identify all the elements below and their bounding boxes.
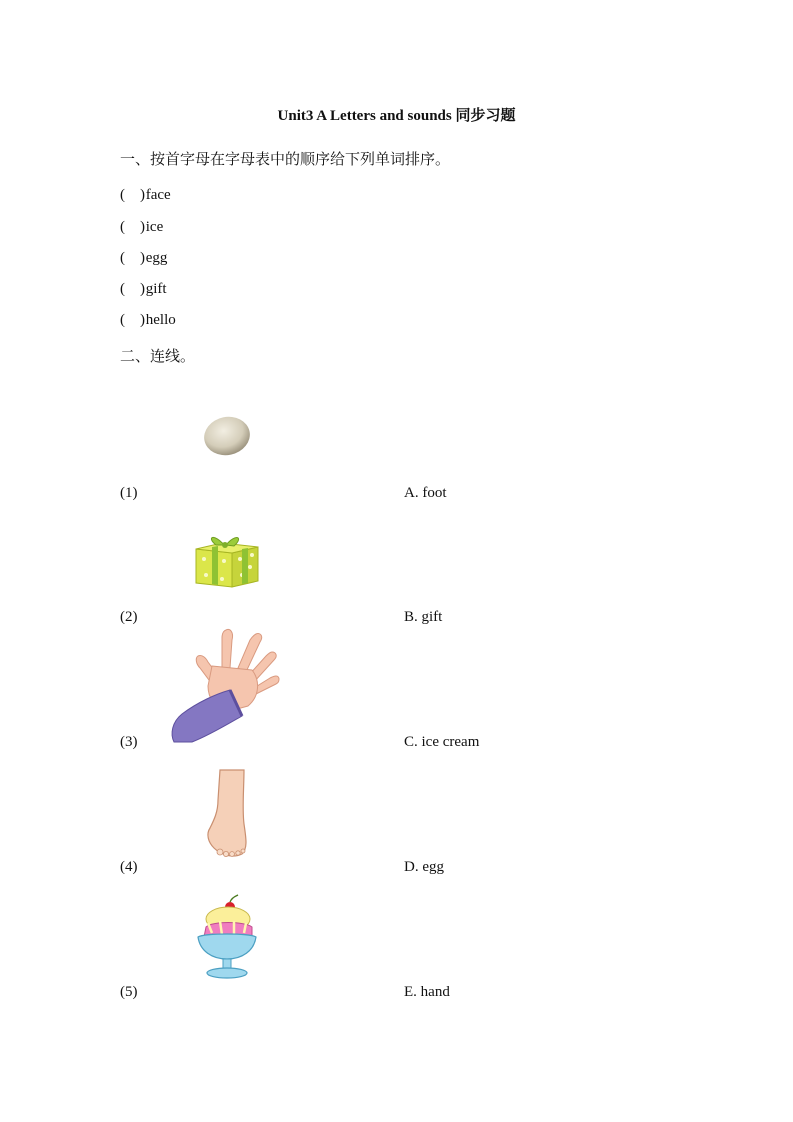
section-1-heading: 一、按首字母在字母表中的顺序给下列单词排序。	[120, 150, 451, 168]
answer-blank[interactable]: ( )	[120, 281, 145, 297]
hand-picture[interactable]	[168, 626, 282, 744]
word: egg	[145, 250, 168, 266]
list-item	[120, 217, 163, 237]
match-option-e[interactable]: E. hand	[404, 984, 450, 1000]
word: ice	[145, 219, 164, 235]
word: hello	[145, 312, 176, 328]
match-number-4: (4)	[120, 859, 138, 875]
word: gift	[145, 281, 167, 297]
page-title: Unit3 A Letters and sounds 同步习题	[277, 108, 516, 124]
match-number-3: (3)	[120, 734, 138, 750]
match-option-b[interactable]: B. gift	[404, 609, 443, 625]
answer-blank[interactable]: ( )	[120, 250, 145, 266]
foot-picture[interactable]	[198, 768, 254, 858]
list-item	[120, 279, 167, 299]
list-item	[120, 310, 176, 330]
match-option-a[interactable]: A. foot	[404, 485, 447, 501]
gift-picture[interactable]	[192, 531, 262, 591]
egg-picture[interactable]	[200, 412, 254, 458]
list-item	[120, 185, 171, 205]
match-number-1: (1)	[120, 485, 138, 501]
list-item	[120, 248, 167, 268]
word: face	[145, 187, 171, 203]
answer-blank[interactable]: ( )	[120, 219, 145, 235]
answer-blank[interactable]: ( )	[120, 187, 145, 203]
match-number-2: (2)	[120, 609, 138, 625]
section-2-heading: 二、连线。	[120, 347, 196, 365]
answer-blank[interactable]: ( )	[120, 312, 145, 328]
match-option-d[interactable]: D. egg	[404, 859, 444, 875]
match-number-5: (5)	[120, 984, 138, 1000]
match-option-c[interactable]: C. ice cream	[404, 734, 480, 750]
ice-cream-picture[interactable]	[194, 893, 260, 981]
